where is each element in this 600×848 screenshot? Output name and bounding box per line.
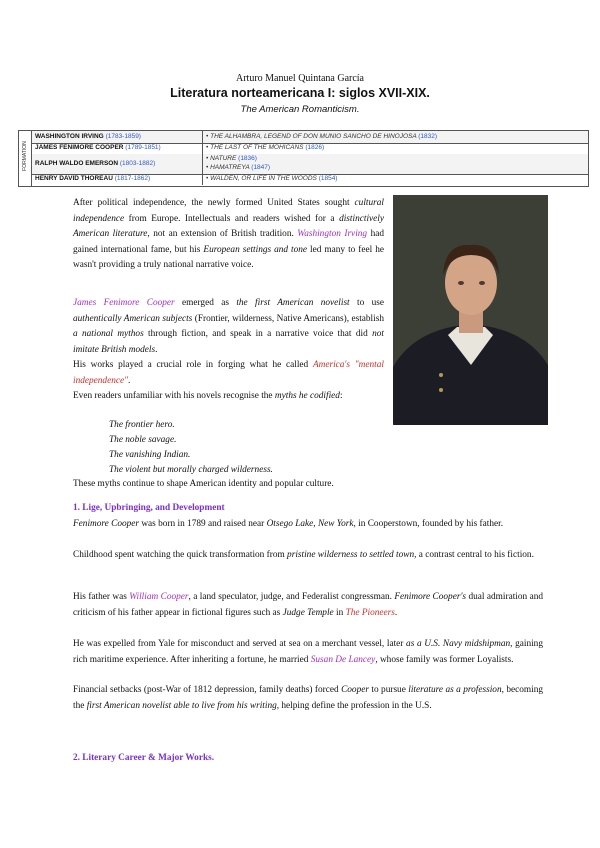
document-title: Literatura norteamericana I: siglos XVII-XIX. bbox=[170, 86, 430, 100]
paragraph: His works played a crucial role in forging what he called America's "mental independence". bbox=[73, 360, 384, 386]
table-row: HENRY DAVID THOREAU (1817-1862) • WALDEN, OR LIFE IN THE WOODS (1854) bbox=[32, 174, 588, 185]
authors-table bbox=[18, 130, 589, 187]
paragraph: Financial setbacks (post-War of 1812 depression, family deaths) forced Cooper to pursue literature as a profession, becoming the first American novelist able to live from his writing, helping define the profession in the U.S. bbox=[73, 685, 544, 711]
paragraph: James Fenimore Cooper emerged as the first American novelist to use authentically American subjects (Frontier, wilderness, Native Americans), establish a national mythos through fiction, and speak in a narrative voice that did not imitate British models. bbox=[73, 298, 385, 355]
list-item: The violent but morally charged wilderness. bbox=[109, 465, 273, 475]
paragraph: After political independence, the newly formed United States sought cultural independence from Europe. Intellectuals and readers wished for a distinctively American literature, not an extension of British tradition. Washington Irving had gained international fame, but his European settings and tone led many to feel he wasn't providing a truly national narrative voice. bbox=[73, 198, 384, 270]
table-row: JAMES FENIMORE COOPER (1789-1851) • THE LAST OF THE MOHICANS (1826) bbox=[32, 143, 588, 155]
table-row: RALPH WALDO EMERSON (1803-1882) • NATURE (1836) • HAMATREYA (1847) bbox=[32, 154, 588, 175]
section-heading: 1. Lige, Upbringing, and Development bbox=[73, 503, 225, 513]
document-subtitle: The American Romanticism. bbox=[240, 104, 360, 115]
table-side-label: FORMATION bbox=[19, 131, 32, 186]
paragraph: Childhood spent watching the quick transformation from pristine wilderness to settled town, a contrast central to his fiction. bbox=[73, 550, 534, 560]
author-cell: WASHINGTON IRVING (1783-1859) bbox=[35, 133, 141, 140]
section-heading: 2. Literary Career & Major Works. bbox=[73, 753, 215, 763]
paragraph: These myths continue to shape American identity and popular culture. bbox=[73, 479, 334, 489]
list-item: The vanishing Indian. bbox=[109, 450, 191, 460]
author-name: Arturo Manuel Quintana García bbox=[235, 73, 364, 84]
paragraph: Fenimore Cooper was born in 1789 and raised near Otsego Lake, New York, in Cooperstown, founded by his father. bbox=[73, 519, 504, 529]
paragraph: His father was William Cooper, a land speculator, judge, and Federalist congressman. Fenimore Cooper's dual admiration and criticism of his father appear in fictional figures such as Judge Temple in The Pioneers. bbox=[73, 592, 543, 618]
list-item: The frontier hero. bbox=[109, 420, 175, 430]
myths-list bbox=[109, 418, 273, 478]
work-cell: • THE ALHAMBRA, LEGEND OF DON MUNIO SANCHO DE HINOJOSA (1832) bbox=[206, 133, 438, 140]
paragraph: He was expelled from Yale for misconduct and served at sea on a merchant vessel, later as a U.S. Navy midshipman, gaining rich maritime experience. After inheriting a fortune, he married Susan De Lancey, whose family was former Loyalists. bbox=[73, 639, 543, 665]
list-item: The noble savage. bbox=[109, 435, 177, 445]
paragraph: Even readers unfamiliar with his novels recognise the myths he codified: bbox=[73, 391, 343, 401]
portrait-image bbox=[393, 195, 548, 425]
